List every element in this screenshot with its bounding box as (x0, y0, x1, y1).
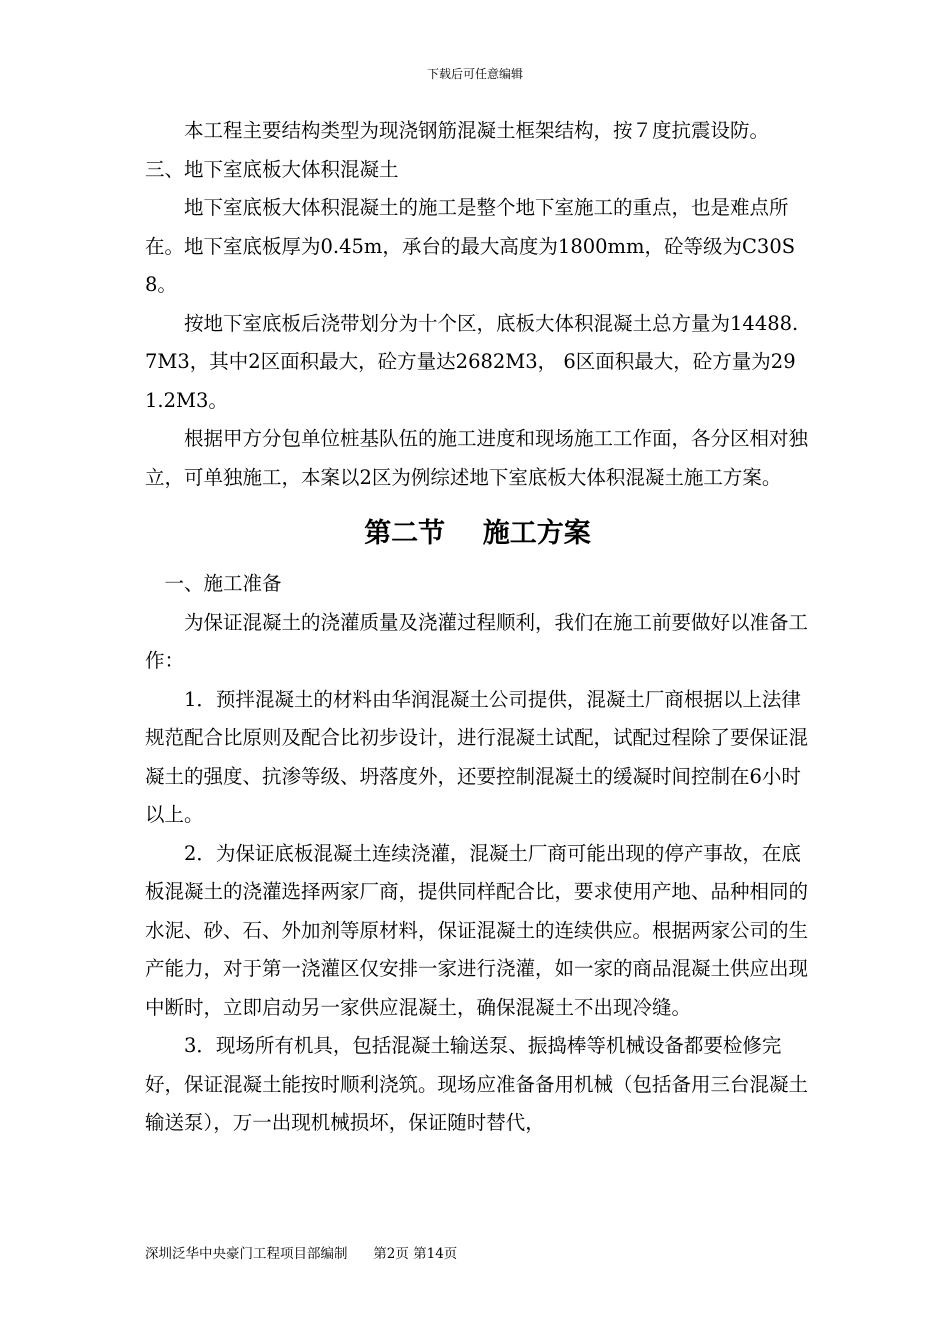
list-item-3: 3．现场所有机具，包括混凝土输送泵、振捣棒等机械设备都要检修完好，保证混凝土能按时顺利浇筑。现场应准备备用机械（包括备用三台混凝土输送泵），万一出现机械损坏，保证随时替代， (145, 1034, 809, 1134)
heading-preparation: 一、施工准备 (164, 572, 282, 595)
page-footer: 深圳泛华中央豪门工程项目部编制 第2页 第14页 (145, 1246, 458, 1262)
paragraph-preparation-intro: 为保证混凝土的浇灌质量及浇灌过程顺利，我们在施工前要做好以准备工作： (145, 610, 809, 672)
paragraph-construction-basis: 根据甲方分包单位桩基队伍的施工进度和现场施工工作面，各分区相对独立，可单独施工，本案以2区为例综述地下室底板大体积混凝土施工方案。 (145, 427, 809, 489)
list-item-1: 1．预拌混凝土的材料由华润混凝土公司提供，混凝土厂商根据以上法律规范配合比原则及配合比初步设计，进行混凝土试配，试配过程除了要保证混凝土的强度、抗渗等级、坍落度外，还要控制混凝土的缓凝时间控制在6小时以上。 (145, 687, 809, 826)
list-item-2: 2．为保证底板混凝土连续浇灌，混凝土厂商可能出现的停产事故，在底板混凝土的浇灌选择两家厂商，提供同样配合比，要求使用产地、品种相同的水泥、砂、石、外加剂等原材料，保证混凝土的连续供应。根据两家公司的生产能力，对于第一浇灌区仅安排一家进行浇灌，如一家的商品混凝土供应出现中断时，立即启动另一家供应混凝土，确保混凝土不出现冷缝。 (145, 841, 809, 1019)
document-body (145, 112, 810, 1143)
section-title: 第二节 施工方案 (364, 518, 591, 549)
heading-basement-slab: 三、地下室底板大体积混凝土 (145, 157, 399, 181)
paragraph-structure-type: 本工程主要结构类型为现浇钢筋混凝土框架结构，按７度抗震设防。 (184, 119, 770, 142)
paragraph-basement-slab: 地下室底板大体积混凝土的施工是整个地下室施工的重点，也是难点所在。地下室底板厚为0.45m，承台的最大高度为1800mm，砼等级为C30S8。 (145, 196, 796, 296)
paragraph-zones: 按地下室底板后浇带划分为十个区，底板大体积混凝土总方量为14488.7M3，其中2区面积最大，砼方量达2682M3， 6区面积最大，砼方量为291.2M3。 (145, 311, 799, 412)
page-header: 下载后可任意编辑 (426, 67, 523, 81)
